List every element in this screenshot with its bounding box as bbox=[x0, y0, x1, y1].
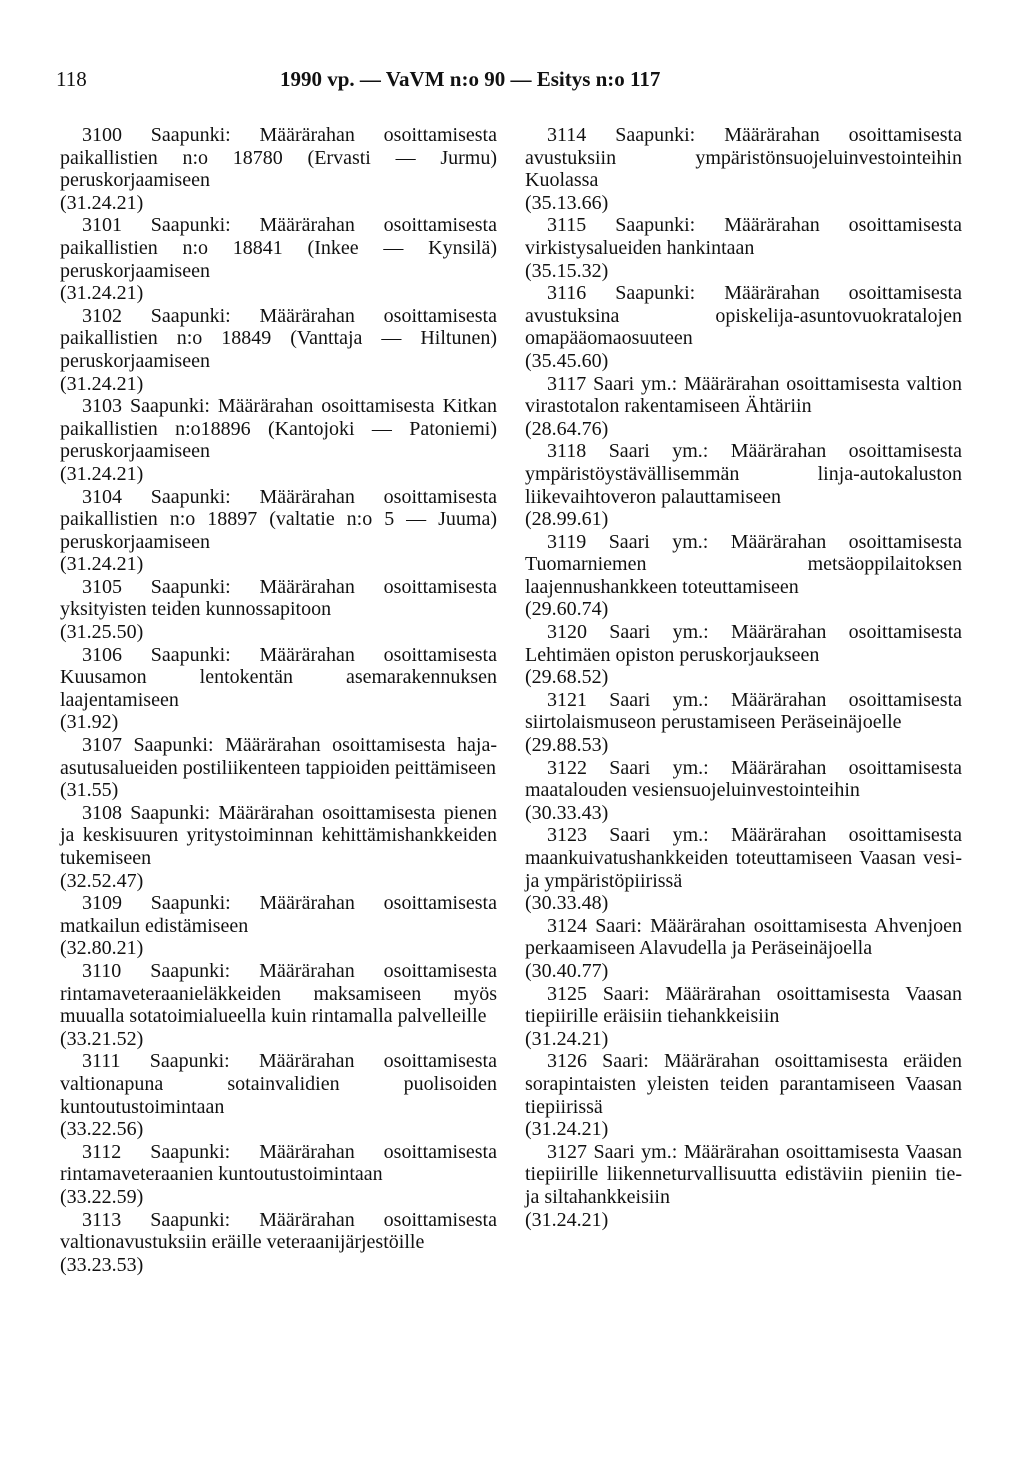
entry-code: (30.33.48) bbox=[525, 892, 609, 915]
list-item bbox=[60, 734, 497, 802]
left-column bbox=[60, 124, 497, 1276]
list-item bbox=[60, 892, 497, 960]
entry-text: 3101 Saapunki: Määrärahan osoittamisesta paikallistien n:o 18841 (Inkee — Kynsilä) peruskorjaamiseen bbox=[60, 214, 497, 282]
entry-code: (32.52.47) bbox=[60, 869, 144, 892]
entry-code: (31.24.21) bbox=[60, 282, 144, 305]
page-header bbox=[56, 64, 968, 94]
entry-text: 3127 Saari ym.: Määrärahan osoittamisesta Vaasan tiepiirille liikenneturvallisuutta edistäviin pieniin tie- ja siltahankkeisiin bbox=[525, 1140, 962, 1208]
entry-code: (33.23.53) bbox=[60, 1253, 144, 1276]
running-head: 1990 vp. — VaVM n:o 90 — Esitys n:o 117 bbox=[280, 67, 661, 91]
entry-text: 3120 Saari ym.: Määrärahan osoittamisesta Lehtimäen opiston peruskorjaukseen bbox=[525, 621, 962, 666]
entry-code: (28.99.61) bbox=[525, 508, 609, 531]
entry-text: 3122 Saari ym.: Määrärahan osoittamisesta maatalouden vesiensuojeluinvestointeihin bbox=[525, 756, 962, 802]
list-item bbox=[60, 1209, 497, 1277]
entry-text: 3118 Saari ym.: Määrärahan osoittamisesta ympäristöystävällisemmän linja-autokaluston liikevaihtoveron palauttamiseen bbox=[525, 440, 962, 508]
list-item bbox=[525, 824, 962, 914]
entry-code: (35.13.66) bbox=[525, 191, 609, 214]
entry-code: (29.60.74) bbox=[525, 598, 609, 621]
list-item bbox=[525, 124, 962, 214]
list-item bbox=[60, 486, 497, 576]
list-item bbox=[525, 531, 962, 621]
entry-text: 3108 Saapunki: Määrärahan osoittamisesta pienen ja keskisuuren yritystoiminnan kehittämishankkeiden tukemiseen bbox=[60, 801, 497, 869]
entry-code: (31.55) bbox=[60, 779, 119, 802]
entry-code: (33.22.59) bbox=[60, 1185, 144, 1208]
right-column bbox=[525, 124, 962, 1231]
entry-text: 3114 Saapunki: Määrärahan osoittamisesta avustuksiin ympäristönsuojeluinvestointeihin Kuolassa bbox=[525, 124, 962, 192]
entry-code: (31.24.21) bbox=[60, 372, 144, 395]
entry-code: (31.25.50) bbox=[60, 621, 144, 644]
list-item bbox=[60, 960, 497, 1050]
entry-code: (28.64.76) bbox=[525, 417, 609, 440]
list-item bbox=[525, 621, 962, 689]
list-item bbox=[60, 124, 497, 214]
entry-text: 3100 Saapunki: Määrärahan osoittamisesta paikallistien n:o 18780 (Ervasti — Jurmu) peruskorjaamiseen bbox=[60, 124, 497, 192]
list-item bbox=[60, 1050, 497, 1140]
entry-text: 3113 Saapunki: Määrärahan osoittamisesta valtionavustuksiin eräille veteraanijärjestöille bbox=[60, 1208, 497, 1254]
entry-code: (31.92) bbox=[60, 711, 119, 734]
entry-text: 3124 Saari: Määrärahan osoittamisesta Ahvenjoen perkaamiseen Alavudella ja Peräseinäjoella bbox=[525, 914, 962, 960]
list-item bbox=[525, 1050, 962, 1140]
entry-code: (31.24.21) bbox=[60, 191, 144, 214]
list-item bbox=[525, 915, 962, 983]
entry-text: 3106 Saapunki: Määrärahan osoittamisesta Kuusamon lentokentän asemarakennuksen laajentamiseen bbox=[60, 643, 497, 711]
entry-text: 3115 Saapunki: Määrärahan osoittamisesta virkistysalueiden hankintaan bbox=[525, 214, 962, 259]
entry-text: 3104 Saapunki: Määrärahan osoittamisesta paikallistien n:o 18897 (valtatie n:o 5 — Juuma) peruskorjaamiseen bbox=[60, 485, 497, 553]
list-item bbox=[525, 214, 962, 282]
list-item bbox=[525, 689, 962, 757]
list-item bbox=[60, 1141, 497, 1209]
entry-text: 3125 Saari: Määrärahan osoittamisesta Vaasan tiepiirille eräisiin tiehankkeisiin bbox=[525, 982, 962, 1028]
list-item bbox=[60, 214, 497, 304]
entry-text: 3117 Saari ym.: Määrärahan osoittamisesta valtion virastotalon rakentamiseen Ähtäriin bbox=[525, 372, 962, 418]
entry-code: (31.24.21) bbox=[525, 1027, 609, 1050]
list-item bbox=[525, 1141, 962, 1231]
entry-text: 3112 Saapunki: Määrärahan osoittamisesta rintamaveteraanien kuntoutustoimintaan bbox=[60, 1140, 497, 1186]
entry-text: 3111 Saapunki: Määrärahan osoittamisesta valtionapuna sotainvalidien puolisoiden kuntoutustoimintaan bbox=[60, 1050, 497, 1118]
entry-text: 3109 Saapunki: Määrärahan osoittamisesta matkailun edistämiseen bbox=[60, 892, 497, 937]
list-item bbox=[60, 395, 497, 485]
entry-text: 3107 Saapunki: Määrärahan osoittamisesta haja-asutusalueiden postiliikenteen tappioiden peittämiseen bbox=[60, 734, 497, 779]
entry-text: 3123 Saari ym.: Määrärahan osoittamisesta maankuivatushankkeiden toteuttamiseen Vaasan vesi- ja ympäristöpiirissä bbox=[525, 824, 962, 892]
entry-code: (29.88.53) bbox=[525, 734, 609, 757]
entry-code: (31.24.21) bbox=[60, 462, 144, 485]
page-number: 118 bbox=[56, 67, 87, 91]
list-item bbox=[60, 576, 497, 644]
entry-code: (30.33.43) bbox=[525, 801, 609, 824]
list-item bbox=[525, 757, 962, 825]
entry-text: 3126 Saari: Määrärahan osoittamisesta eräiden sorapintaisten yleisten teiden parantamiseen Vaasan tiepiirissä bbox=[525, 1050, 962, 1118]
entry-text: 3110 Saapunki: Määrärahan osoittamisesta rintamaveteraanieläkkeiden maksamiseen myös muualla sotatoimialueella kuin rintamalla palvelleille bbox=[60, 959, 497, 1028]
entry-code: (31.24.21) bbox=[525, 1118, 609, 1141]
entry-code: (30.40.77) bbox=[525, 959, 609, 982]
entry-text: 3103 Saapunki: Määrärahan osoittamisesta Kitkan paikallistien n:o18896 (Kantojoki — Patoniemi) peruskorjaamiseen bbox=[60, 395, 497, 463]
entry-text: 3105 Saapunki: Määrärahan osoittamisesta yksityisten teiden kunnossapitoon bbox=[60, 575, 497, 621]
entry-text: 3121 Saari ym.: Määrärahan osoittamisesta siirtolaismuseon perustamiseen Peräseinäjoelle bbox=[525, 688, 962, 734]
list-item bbox=[525, 983, 962, 1051]
entry-code: (31.24.21) bbox=[525, 1208, 609, 1231]
list-item bbox=[525, 282, 962, 372]
entry-code: (31.24.21) bbox=[60, 553, 144, 576]
list-item bbox=[60, 305, 497, 395]
list-item bbox=[525, 440, 962, 530]
list-item bbox=[60, 644, 497, 734]
entry-code: (35.45.60) bbox=[525, 349, 609, 372]
entry-text: 3116 Saapunki: Määrärahan osoittamisesta avustuksina opiskelija-asuntovuokratalojen omapääomaosuuteen bbox=[525, 282, 962, 350]
entry-text: 3102 Saapunki: Määrärahan osoittamisesta paikallistien n:o 18849 (Vanttaja — Hiltunen) peruskorjaamiseen bbox=[60, 304, 497, 372]
entry-code: (32.80.21) bbox=[60, 937, 144, 960]
list-item bbox=[525, 373, 962, 441]
entry-code: (29.68.52) bbox=[525, 666, 609, 689]
entry-code: (35.15.32) bbox=[525, 259, 609, 282]
entry-code: (33.21.52) bbox=[60, 1027, 144, 1050]
entry-text: 3119 Saari ym.: Määrärahan osoittamisesta Tuomarniemen metsäoppilaitoksen laajennushankkeen toteuttamiseen bbox=[525, 530, 962, 598]
entry-code: (33.22.56) bbox=[60, 1118, 144, 1141]
list-item bbox=[60, 802, 497, 892]
